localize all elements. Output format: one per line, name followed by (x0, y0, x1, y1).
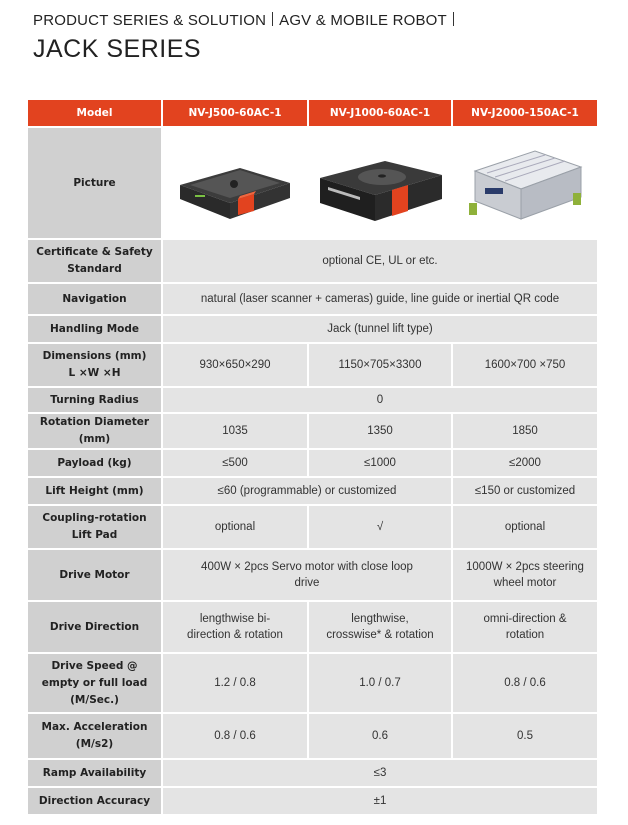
acceleration-value: 0.5 (453, 714, 597, 758)
coupling-label-line: Lift Pad (71, 529, 118, 541)
lift-height-label: Lift Height (mm) (28, 478, 161, 504)
acceleration-value: 0.8 / 0.6 (163, 714, 307, 758)
drive-direction-line: lengthwise, (351, 613, 409, 625)
product-image-j2000 (453, 128, 597, 238)
drive-speed-label-line: Drive Speed @ (51, 659, 138, 672)
drive-direction-value (453, 602, 597, 652)
drive-speed-value: 0.8 / 0.6 (453, 654, 597, 712)
drive-motor-line: drive (294, 577, 320, 589)
dimensions-value: 1150×705×3300 (309, 344, 451, 386)
turning-radius-label: Turning Radius (28, 388, 161, 412)
acceleration-label-line: Max. Acceleration (41, 721, 148, 733)
agv-robot-icon (455, 133, 595, 233)
direction-accuracy-value: ±1 (163, 788, 597, 814)
rotation-diameter-value: 1035 (163, 414, 307, 448)
lift-height-value: ≤60 (programmable) or customized (163, 478, 451, 504)
table-row (28, 128, 597, 238)
divider (453, 12, 454, 26)
coupling-value: √ (309, 506, 451, 548)
drive-motor-label: Drive Motor (28, 550, 161, 600)
coupling-label-line: Coupling-rotation (42, 512, 147, 524)
table-row (28, 788, 597, 814)
table-row (28, 316, 597, 342)
handling-mode-value: Jack (tunnel lift type) (163, 316, 597, 342)
payload-value: ≤2000 (453, 450, 597, 476)
table-row (28, 654, 597, 712)
drive-motor-line: wheel motor (493, 577, 557, 589)
drive-speed-value: 1.2 / 0.8 (163, 654, 307, 712)
table-row (28, 414, 597, 448)
drive-speed-label-line: empty or full load (41, 676, 148, 689)
model-name: NV-J1000-60AC-1 (309, 100, 451, 126)
acceleration-label (28, 714, 161, 758)
coupling-value: optional (453, 506, 597, 548)
drive-motor-value (163, 550, 451, 600)
dimensions-label-line: Dimensions (mm) (42, 350, 147, 362)
breadcrumb (33, 12, 460, 29)
ramp-label: Ramp Availability (28, 760, 161, 786)
table-row (28, 344, 597, 386)
table-row (28, 450, 597, 476)
agv-robot-icon (310, 133, 450, 233)
acceleration-label-line: (M/s2) (75, 738, 114, 750)
payload-value: ≤500 (163, 450, 307, 476)
certificate-value: optional CE, UL or etc. (163, 240, 597, 282)
turning-radius-value: 0 (163, 388, 597, 412)
drive-direction-line: crosswise* & rotation (326, 629, 434, 641)
ramp-value: ≤3 (163, 760, 597, 786)
table-row (28, 506, 597, 548)
dimensions-value: 1600×700 ×750 (453, 344, 597, 386)
drive-direction-label: Drive Direction (28, 602, 161, 652)
table-row (28, 714, 597, 758)
drive-direction-line: direction & rotation (187, 629, 283, 641)
certificate-label: Certificate & Safety Standard (28, 240, 161, 282)
section-label: PRODUCT SERIES & SOLUTION (33, 12, 267, 29)
dimensions-label (28, 344, 161, 386)
table-row (28, 240, 597, 282)
category-label: AGV & MOBILE ROBOT (279, 12, 447, 29)
drive-direction-value (309, 602, 451, 652)
product-image-j1000 (309, 128, 451, 238)
table-row (28, 550, 597, 600)
drive-motor-line: 400W × 2pcs Servo motor with close loop (201, 561, 413, 573)
product-image-j500 (163, 128, 307, 238)
table-row (28, 760, 597, 786)
lift-height-value: ≤150 or customized (453, 478, 597, 504)
drive-direction-line: rotation (505, 629, 545, 641)
navigation-label: Navigation (28, 284, 161, 314)
table-row (28, 284, 597, 314)
navigation-value: natural (laser scanner + cameras) guide, line guide or inertial QR code (163, 284, 597, 314)
drive-motor-line: 1000W × 2pcs steering (466, 561, 584, 573)
drive-speed-label-line: (M/Sec.) (70, 693, 119, 706)
drive-speed-label (28, 654, 161, 712)
model-header: Model (28, 100, 161, 126)
spec-table (26, 98, 599, 816)
drive-direction-line: lengthwise bi- (199, 613, 271, 625)
picture-label: Picture (28, 128, 161, 238)
table-row (28, 602, 597, 652)
dimensions-label-line: L ×W ×H (68, 367, 121, 379)
handling-mode-label: Handling Mode (28, 316, 161, 342)
page-title: JACK SERIES (33, 35, 202, 63)
drive-motor-value (453, 550, 597, 600)
drive-direction-value (163, 602, 307, 652)
payload-value: ≤1000 (309, 450, 451, 476)
rotation-diameter-value: 1850 (453, 414, 597, 448)
coupling-value: optional (163, 506, 307, 548)
payload-label: Payload (kg) (28, 450, 161, 476)
acceleration-value: 0.6 (309, 714, 451, 758)
direction-accuracy-label: Direction Accuracy (28, 788, 161, 814)
coupling-label (28, 506, 161, 548)
dimensions-value: 930×650×290 (163, 344, 307, 386)
model-name: NV-J500-60AC-1 (163, 100, 307, 126)
drive-direction-line: omni-direction & (483, 613, 567, 625)
table-row (28, 388, 597, 412)
agv-robot-icon (170, 133, 300, 233)
drive-speed-value: 1.0 / 0.7 (309, 654, 451, 712)
rotation-diameter-label: Rotation Diameter (mm) (28, 414, 161, 448)
table-row (28, 478, 597, 504)
model-name: NV-J2000-150AC-1 (453, 100, 597, 126)
rotation-diameter-value: 1350 (309, 414, 451, 448)
divider (272, 12, 273, 26)
page-header (33, 12, 460, 64)
table-row (28, 100, 597, 126)
